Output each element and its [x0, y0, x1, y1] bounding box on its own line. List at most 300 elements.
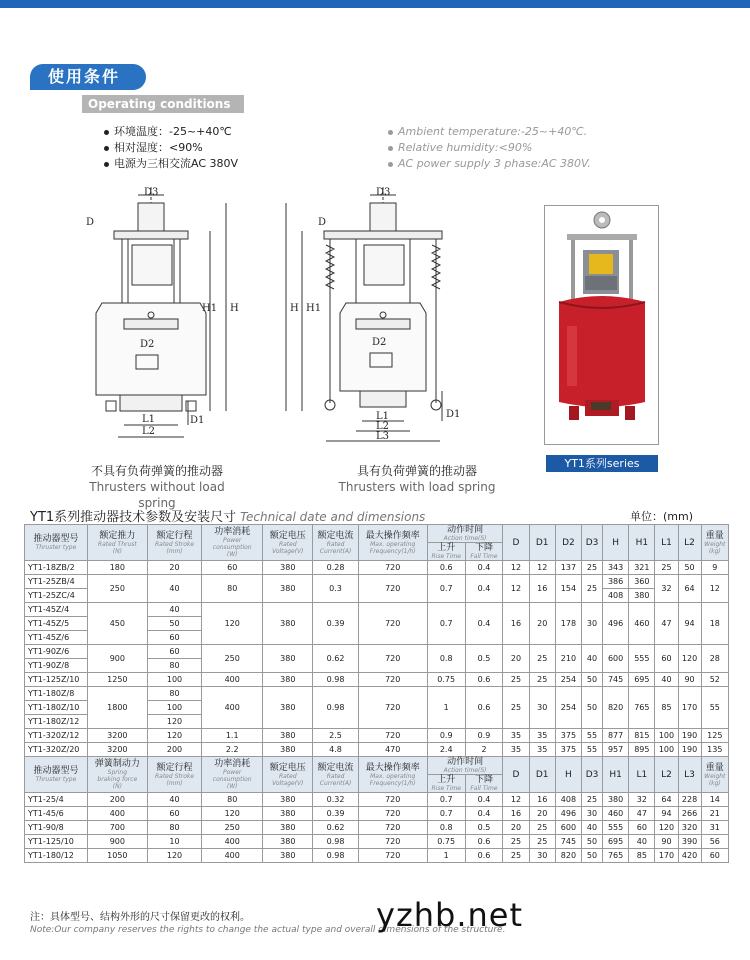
col-stroke: 额定行程 Rated Stroke (mm)	[147, 525, 202, 561]
spec-table	[24, 524, 729, 863]
table-cell: 40	[147, 793, 202, 807]
table-cell: YT1-125Z/10	[25, 673, 88, 687]
table-cell: YT1-45Z/5	[25, 617, 88, 631]
label-d3: D3	[376, 187, 391, 198]
bullet-icon	[388, 130, 393, 135]
table-cell: 3200	[87, 729, 147, 743]
table-cell: 80	[147, 687, 202, 701]
table-cell: 55	[582, 743, 603, 757]
table-cell: 80	[147, 821, 202, 835]
table-cell: 60	[147, 645, 202, 659]
table-cell: 0.98	[313, 835, 358, 849]
bullet-icon	[388, 162, 393, 167]
caption-with-spring-cn: 具有负荷弹簧的推动器	[356, 464, 477, 478]
table-cell: 360	[629, 575, 655, 589]
table-cell: 420	[678, 849, 701, 863]
table-cell: 210	[555, 645, 581, 673]
col-d3: D3	[582, 757, 603, 793]
table-cell: 380	[263, 673, 313, 687]
table-cell: 35	[503, 743, 529, 757]
col-spring-force: 弹簧制动力 Spring braking force (N)	[87, 757, 147, 793]
table-cell: 0.4	[465, 561, 503, 575]
table-cell: YT1-180Z/8	[25, 687, 88, 701]
col-fall-time: 下降 Fall Time	[465, 543, 503, 561]
table-cell: 380	[263, 729, 313, 743]
top-bar	[0, 0, 750, 8]
table-cell: 400	[87, 807, 147, 821]
diagram-with-spring	[290, 185, 480, 445]
table-cell: 1.1	[202, 729, 263, 743]
col-power: 功率消耗 Power consumption (W)	[202, 757, 263, 793]
table-cell: YT1-90Z/6	[25, 645, 88, 659]
table-cell: 2	[465, 743, 503, 757]
col-h1: H1	[629, 525, 655, 561]
table-cell: 496	[603, 603, 629, 645]
table-cell: 450	[87, 603, 147, 645]
table-cell: 745	[555, 835, 581, 849]
table-cell: 380	[263, 793, 313, 807]
table-cell: 380	[263, 561, 313, 575]
table-cell: 16	[503, 603, 529, 645]
table-cell: 720	[358, 561, 427, 575]
table-cell: 25	[582, 793, 603, 807]
col-weight: 重量 Weight (kg)	[701, 757, 728, 793]
table-cell: YT1-180Z/10	[25, 701, 88, 715]
table-cell: YT1-45Z/6	[25, 631, 88, 645]
table-cell: 190	[678, 743, 701, 757]
table-cell: 94	[655, 807, 678, 821]
table-cell: 30	[582, 807, 603, 821]
table-cell: 380	[263, 821, 313, 835]
table-cell: 16	[529, 575, 555, 603]
table-cell: 0.4	[465, 793, 503, 807]
table-cell: 0.7	[427, 807, 465, 821]
table-cell: 50	[678, 561, 701, 575]
condition-humidity-en: Relative humidity:<90%	[398, 141, 533, 154]
table-cell: 380	[263, 687, 313, 729]
table-cell: 120	[147, 849, 202, 863]
thruster-illustration	[545, 206, 658, 444]
col-h: H	[555, 757, 581, 793]
table-cell: 765	[603, 849, 629, 863]
bullet-icon	[104, 146, 109, 151]
table-cell: 343	[603, 561, 629, 575]
col-action-time: 动作时间 Action time(S)	[427, 757, 503, 775]
table-cell: 64	[655, 793, 678, 807]
table-cell: 0.3	[313, 575, 358, 603]
table-cell: 400	[202, 673, 263, 687]
table-cell: 60	[147, 631, 202, 645]
col-d1: D1	[529, 525, 555, 561]
table-cell: 0.75	[427, 673, 465, 687]
table-cell: 380	[629, 589, 655, 603]
table-cell: 600	[603, 645, 629, 673]
table-cell: YT1-90Z/8	[25, 659, 88, 673]
table-cell: 321	[629, 561, 655, 575]
caption-with-spring-en: Thrusters with load spring	[338, 480, 496, 494]
table-cell: 555	[629, 645, 655, 673]
table-cell: 100	[147, 701, 202, 715]
table-cell: 0.4	[465, 807, 503, 821]
table-cell: 154	[555, 575, 581, 603]
col-l3: L3	[678, 757, 701, 793]
table-cell: 32	[655, 575, 678, 603]
table-cell: 60	[147, 807, 202, 821]
table-row	[25, 729, 729, 743]
col-model: 推动器型号 Thruster type	[25, 525, 88, 561]
table-cell: 0.7	[427, 603, 465, 645]
table-cell: 386	[603, 575, 629, 589]
table-cell: 400	[202, 687, 263, 729]
table-cell: 100	[655, 729, 678, 743]
col-h: H	[603, 525, 629, 561]
table-cell: 400	[202, 849, 263, 863]
table-cell: 0.98	[313, 673, 358, 687]
table-cell: 94	[678, 603, 701, 645]
table-cell: 0.39	[313, 807, 358, 821]
col-voltage: 额定电压 Rated Voltage(V)	[263, 757, 313, 793]
table-cell: 16	[529, 793, 555, 807]
table-cell: 1050	[87, 849, 147, 863]
table-row	[25, 673, 729, 687]
table-cell: 1	[427, 849, 465, 863]
table-cell: 695	[603, 835, 629, 849]
label-l1: L1	[142, 414, 156, 425]
table-cell: 30	[582, 603, 603, 645]
table-cell: YT1-320Z/20	[25, 743, 88, 757]
watermark: yzhb.net	[376, 896, 524, 934]
col-d: D	[503, 525, 529, 561]
label-h: H	[230, 303, 239, 314]
table-title-cn: YT1系列推动器技术参数及安装尺寸	[30, 510, 237, 525]
table-cell: 25	[503, 687, 529, 729]
table-cell: 20	[529, 603, 555, 645]
table-cell: 40	[582, 821, 603, 835]
table-cell: 745	[603, 673, 629, 687]
table-cell: 125	[701, 729, 728, 743]
col-l2: L2	[678, 525, 701, 561]
table-cell: 0.98	[313, 849, 358, 863]
table-cell: 0.5	[465, 821, 503, 835]
label-l2: L2	[376, 421, 390, 432]
table-cell: 895	[629, 743, 655, 757]
table-cell: 32	[629, 793, 655, 807]
table-cell: YT1-18ZB/2	[25, 561, 88, 575]
table-cell: 250	[202, 645, 263, 673]
table-cell: 720	[358, 673, 427, 687]
condition-power-en: AC power supply 3 phase:AC 380V.	[398, 157, 591, 170]
table-cell: 254	[555, 673, 581, 687]
table-cell: 31	[701, 821, 728, 835]
table-cell: 3200	[87, 743, 147, 757]
bullet-icon	[104, 130, 109, 135]
table-cell: 820	[555, 849, 581, 863]
col-current: 额定电流 Rated Current(A)	[313, 525, 358, 561]
table-cell: 720	[358, 835, 427, 849]
table-cell: 0.62	[313, 821, 358, 835]
table-cell: 25	[582, 561, 603, 575]
table-cell: 25	[503, 673, 529, 687]
table-cell: 55	[582, 729, 603, 743]
table-cell: 20	[529, 807, 555, 821]
table-cell: 555	[603, 821, 629, 835]
table-cell: 0.75	[427, 835, 465, 849]
table-cell: 178	[555, 603, 581, 645]
table-cell: 470	[358, 743, 427, 757]
table-cell: 1250	[87, 673, 147, 687]
table-cell: 2.5	[313, 729, 358, 743]
table-cell: 120	[202, 603, 263, 645]
table-cell: 0.28	[313, 561, 358, 575]
table-cell: 600	[555, 821, 581, 835]
col-current: 额定电流 Rated Current(A)	[313, 757, 358, 793]
table-cell: YT1-180/12	[25, 849, 88, 863]
table-cell: 957	[603, 743, 629, 757]
table-header-row	[25, 525, 729, 543]
label-d: D	[86, 217, 95, 228]
conditions-en	[388, 124, 591, 172]
table-cell: 35	[529, 729, 555, 743]
col-l1: L1	[629, 757, 655, 793]
table-cell: 200	[87, 793, 147, 807]
table-cell: 120	[147, 729, 202, 743]
table-cell: 720	[358, 729, 427, 743]
table-cell: 100	[147, 673, 202, 687]
table-cell: 50	[147, 617, 202, 631]
table-cell: 700	[87, 821, 147, 835]
table-cell: 0.4	[465, 603, 503, 645]
conditions-cn	[104, 124, 238, 172]
col-action-time: 动作时间 Action time(S)	[427, 525, 503, 543]
table-cell: 135	[701, 743, 728, 757]
table-cell: 0.6	[465, 673, 503, 687]
table-cell: 25	[503, 849, 529, 863]
table-cell: 2.4	[427, 743, 465, 757]
col-stroke: 额定行程 Rated Stroke (mm)	[147, 757, 202, 793]
table-cell: 9	[701, 561, 728, 575]
label-l2: L2	[142, 426, 156, 437]
table-cell: 0.6	[465, 849, 503, 863]
table-cell: 90	[678, 673, 701, 687]
col-power: 功率消耗 Power consumption (W)	[202, 525, 263, 561]
label-d3: D3	[144, 187, 159, 198]
table-cell: 380	[263, 575, 313, 603]
footnote-cn: 注：具体型号、结构外形的尺寸保留更改的权利。	[30, 912, 250, 923]
table-cell: 47	[655, 603, 678, 645]
table-row	[25, 603, 729, 617]
table-cell: 2.2	[202, 743, 263, 757]
table-cell: 0.6	[427, 561, 465, 575]
table-cell: 380	[263, 645, 313, 673]
table-cell: 80	[202, 575, 263, 603]
table-cell: 695	[629, 673, 655, 687]
table-cell: 10	[147, 835, 202, 849]
table-cell: 20	[147, 561, 202, 575]
table-cell: 820	[603, 687, 629, 729]
table-cell: 120	[678, 645, 701, 673]
table-cell: 0.8	[427, 821, 465, 835]
table-row	[25, 849, 729, 863]
table-cell: 900	[87, 645, 147, 673]
table-cell: 250	[202, 821, 263, 835]
table-cell: 21	[701, 807, 728, 821]
bullet-icon	[388, 146, 393, 151]
table-row	[25, 807, 729, 821]
table-row	[25, 575, 729, 589]
table-cell: 14	[701, 793, 728, 807]
col-frequency: 最大操作频率 Max. operating Frequency(1/h)	[358, 757, 427, 793]
table-cell: 0.32	[313, 793, 358, 807]
table-cell: 120	[655, 821, 678, 835]
table-cell: 0.8	[427, 645, 465, 673]
table-cell: 4.8	[313, 743, 358, 757]
table-cell: 25	[529, 821, 555, 835]
table-cell: 25	[582, 575, 603, 603]
table-cell: 0.62	[313, 645, 358, 673]
table-cell: 80	[147, 659, 202, 673]
table-cell: 12	[503, 793, 529, 807]
table-row	[25, 687, 729, 701]
table-cell: YT1-45/6	[25, 807, 88, 821]
label-d1: D1	[190, 415, 205, 426]
table-cell: 250	[87, 575, 147, 603]
table-cell: 0.4	[465, 575, 503, 603]
table-cell: 120	[147, 715, 202, 729]
table-title	[30, 506, 425, 525]
bullet-icon	[104, 162, 109, 167]
caption-without-spring	[72, 463, 242, 511]
table-cell: 40	[582, 645, 603, 673]
table-cell: 0.6	[465, 835, 503, 849]
label-d: D	[318, 217, 327, 228]
table-cell: 18	[701, 603, 728, 645]
col-d3: D3	[582, 525, 603, 561]
table-cell: 0.9	[465, 729, 503, 743]
section-subtitle: Operating conditions	[82, 95, 244, 113]
col-rise-time: 上升 Rise Time	[427, 775, 465, 793]
label-d2: D2	[140, 339, 155, 350]
footnote-en: Note:Our company reserves the rights to change the actual type and overall dimensions of the structure.	[30, 925, 506, 935]
table-cell: YT1-125/10	[25, 835, 88, 849]
table-cell: YT1-90/8	[25, 821, 88, 835]
table-cell: 380	[263, 807, 313, 821]
table-cell: 60	[629, 821, 655, 835]
table-cell: 375	[555, 743, 581, 757]
table-cell: 320	[678, 821, 701, 835]
table-cell: 254	[555, 687, 581, 729]
table-title-en: Technical date and dimensions	[240, 510, 426, 524]
table-cell: 720	[358, 849, 427, 863]
table-cell: 137	[555, 561, 581, 575]
table-cell: 40	[147, 575, 202, 603]
table-cell: 460	[629, 603, 655, 645]
table-cell: 180	[87, 561, 147, 575]
table-cell: 47	[629, 807, 655, 821]
caption-without-spring-cn: 不具有负荷弹簧的推动器	[90, 464, 223, 478]
table-row	[25, 645, 729, 659]
col-rise-time: 上升 Rise Time	[427, 543, 465, 561]
col-weight: 重量 Weight (kg)	[701, 525, 728, 561]
table-cell: 380	[263, 603, 313, 645]
table-cell: 190	[678, 729, 701, 743]
table-cell: 228	[678, 793, 701, 807]
table-cell: 200	[147, 743, 202, 757]
table-row	[25, 561, 729, 575]
label-h1: H1	[306, 303, 322, 314]
table-cell: 25	[529, 645, 555, 673]
table-cell: 496	[555, 807, 581, 821]
table-cell: 12	[503, 561, 529, 575]
table-cell: 100	[655, 743, 678, 757]
section-title: 使用条件	[30, 64, 146, 90]
table-cell: 50	[582, 687, 603, 729]
table-cell: 0.98	[313, 687, 358, 729]
table-cell: YT1-25ZB/4	[25, 575, 88, 589]
col-model: 推动器型号 Thruster type	[25, 757, 88, 793]
caption-without-spring-en: Thrusters without load spring	[89, 480, 225, 510]
table-cell: 400	[202, 835, 263, 849]
label-d1: D1	[446, 409, 461, 420]
table-cell: 815	[629, 729, 655, 743]
table-cell: YT1-320Z/12	[25, 729, 88, 743]
table-cell: 380	[263, 835, 313, 849]
table-cell: YT1-25ZC/4	[25, 589, 88, 603]
table-cell: 0.5	[465, 645, 503, 673]
table-cell: 0.39	[313, 603, 358, 645]
table-cell: 20	[503, 645, 529, 673]
caption-with-spring	[322, 463, 512, 495]
col-d1: D1	[529, 757, 555, 793]
table-cell: 460	[603, 807, 629, 821]
table-cell: 25	[655, 561, 678, 575]
table-cell: 40	[629, 835, 655, 849]
table-cell: 720	[358, 645, 427, 673]
label-h1: H1	[202, 303, 218, 314]
table-cell: 35	[503, 729, 529, 743]
table-cell: 0.9	[427, 729, 465, 743]
condition-temp-cn: 环境温度：-25~+40℃	[114, 125, 232, 138]
table-cell: 720	[358, 793, 427, 807]
table-cell: 85	[629, 849, 655, 863]
table-cell: 380	[263, 743, 313, 757]
table-cell: 60	[701, 849, 728, 863]
table-cell: 12	[701, 575, 728, 603]
table-cell: 25	[529, 673, 555, 687]
table-cell: YT1-180Z/12	[25, 715, 88, 729]
table-cell: 720	[358, 807, 427, 821]
table-row	[25, 793, 729, 807]
col-l1: L1	[655, 525, 678, 561]
table-cell: 40	[147, 603, 202, 617]
col-fall-time: 下降 Fall Time	[465, 775, 503, 793]
table-cell: 120	[202, 807, 263, 821]
table-row	[25, 835, 729, 849]
table-cell: 375	[555, 729, 581, 743]
table-cell: 12	[529, 561, 555, 575]
table-cell: 0.6	[465, 687, 503, 729]
table-cell: 50	[582, 849, 603, 863]
col-d2: D2	[555, 525, 581, 561]
table-cell: 80	[202, 793, 263, 807]
table-cell: 85	[655, 687, 678, 729]
table-cell: 28	[701, 645, 728, 673]
table-cell: 720	[358, 603, 427, 645]
table-cell: 720	[358, 821, 427, 835]
col-frequency: 最大操作频率 Max. operating Frequency(1/h)	[358, 525, 427, 561]
table-cell: 64	[678, 575, 701, 603]
table-cell: 60	[655, 645, 678, 673]
label-l3: L3	[376, 431, 390, 442]
